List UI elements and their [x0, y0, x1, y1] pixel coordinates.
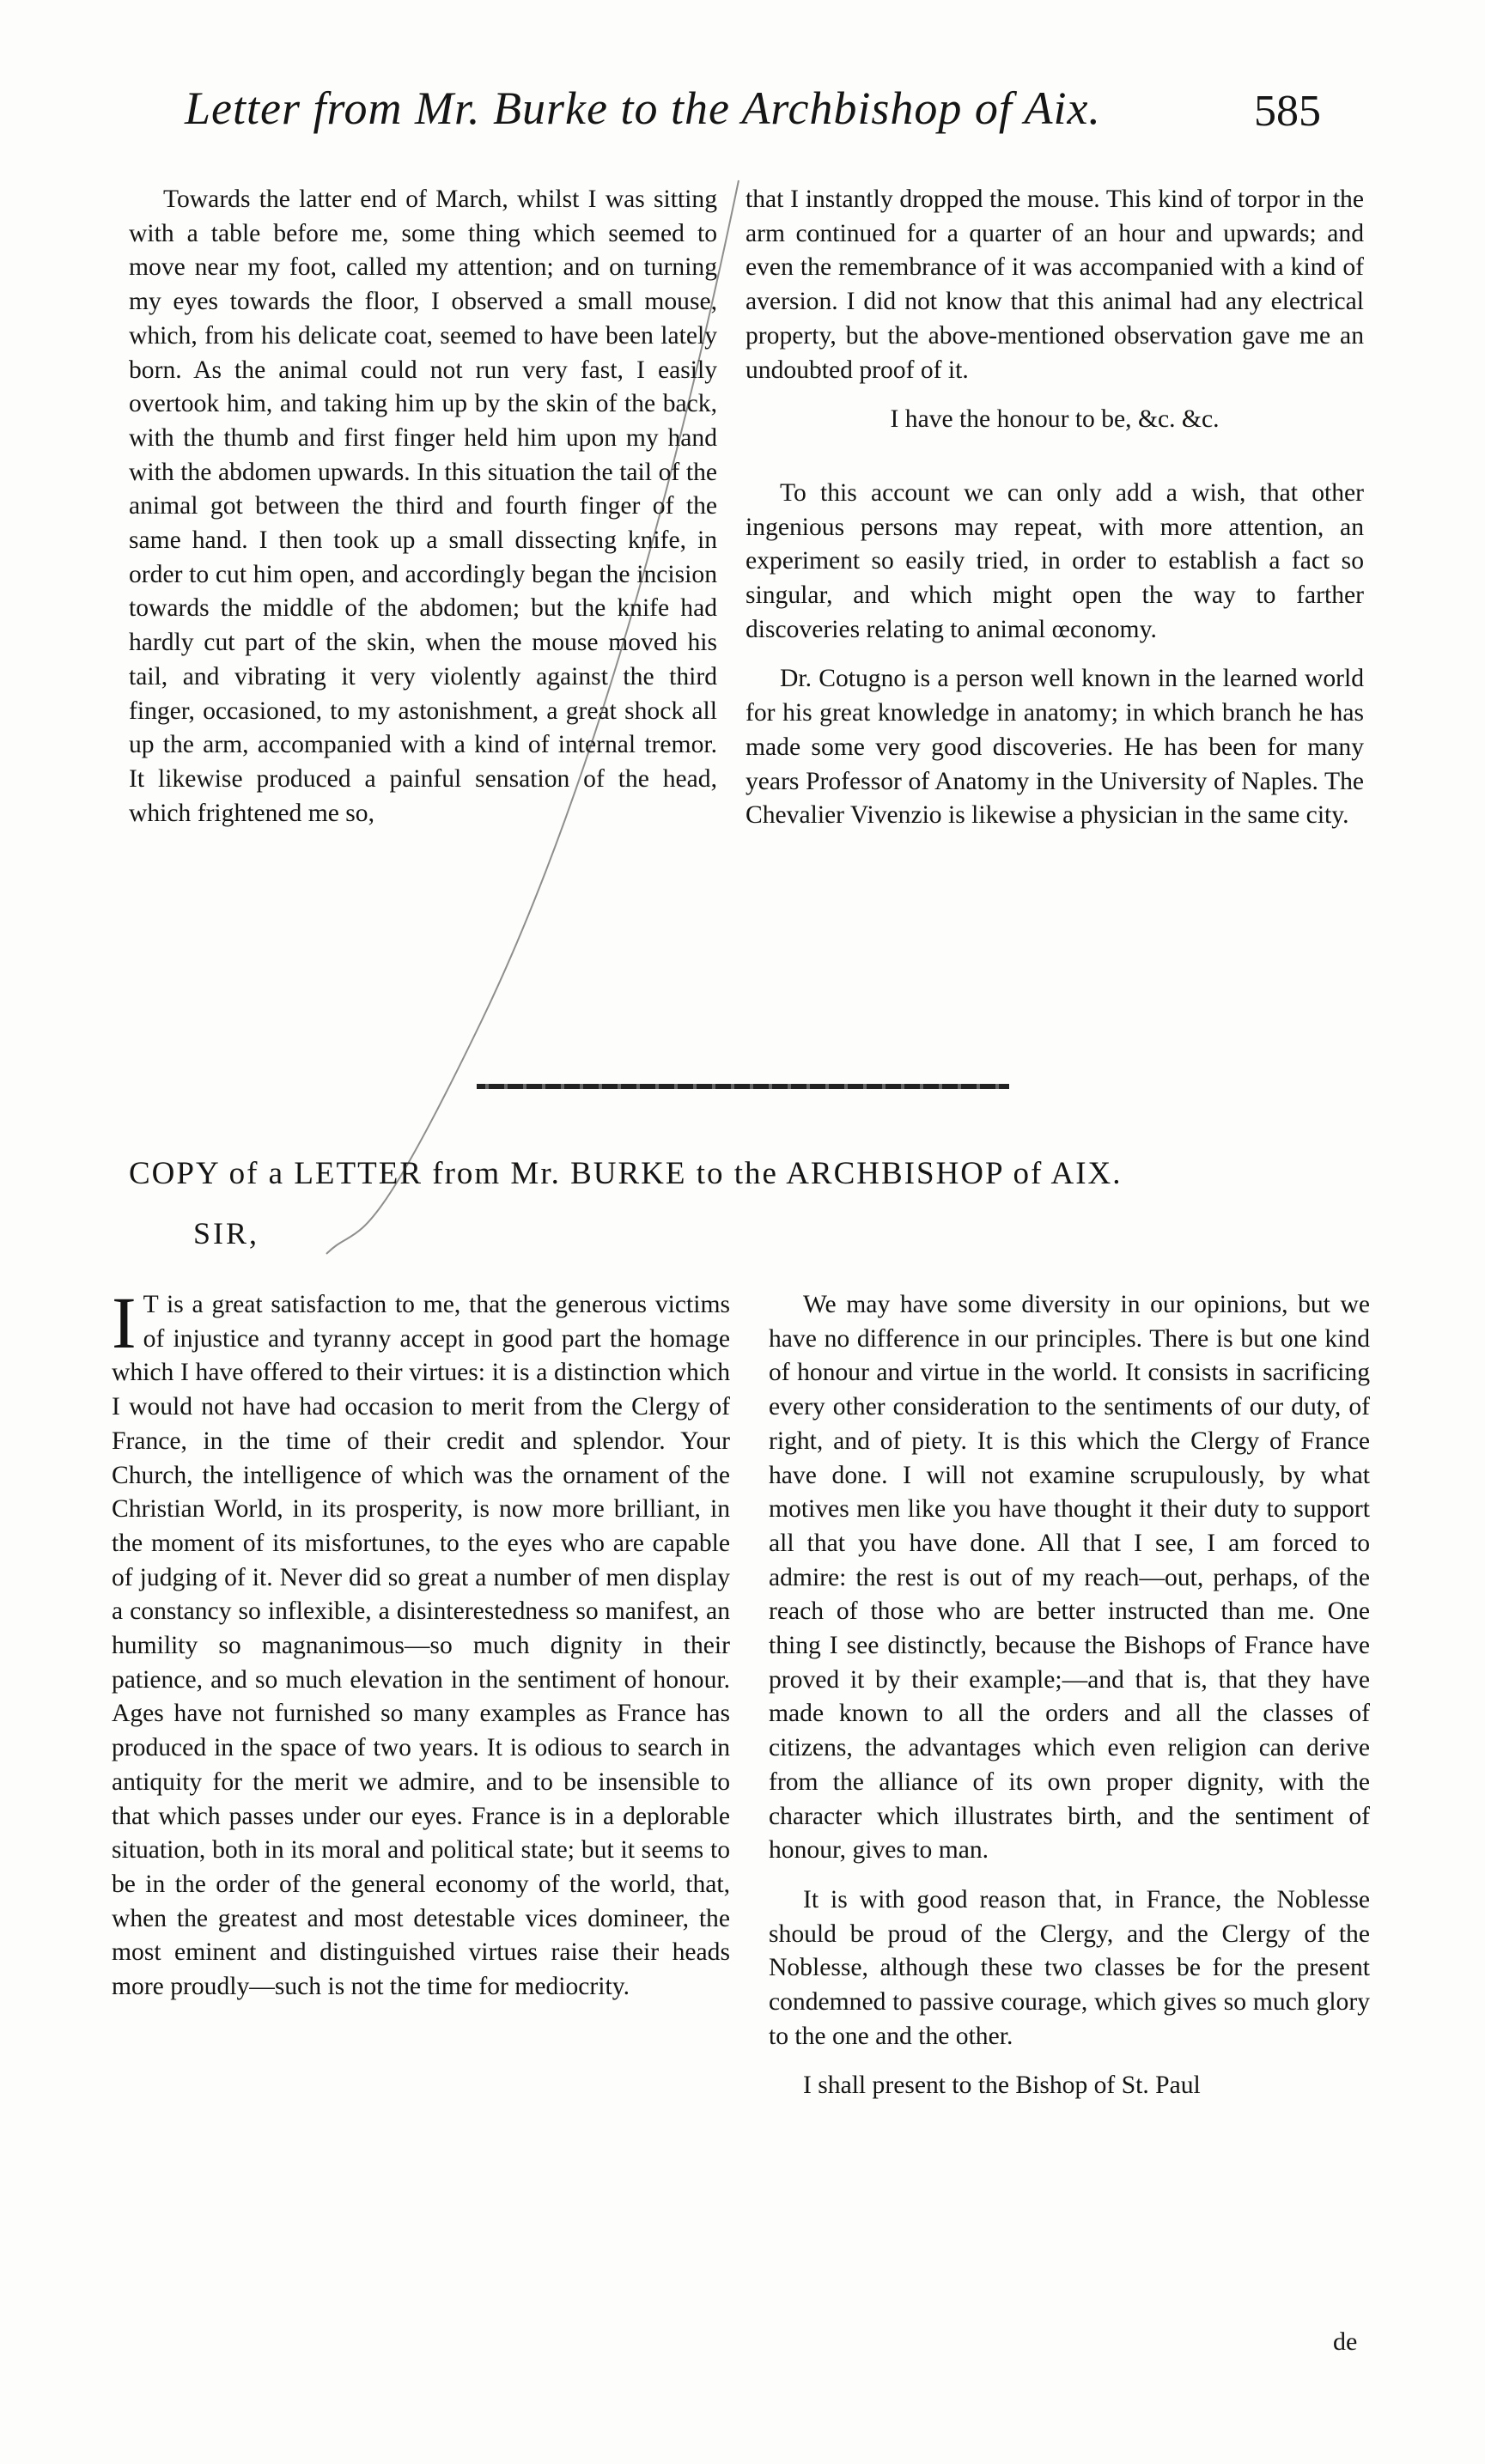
- mouse-account-continuation: that I instantly dropped the mouse. This kind of torpor in the arm continued for a quarter of an hour and upwards; and even the remembrance of it was accompanied with a kind of aversion. I did not know that this animal had any electrical property, but the above-mentioned observation gave me an undoubted proof of it.: [746, 186, 1364, 384]
- catchword: de: [1333, 2327, 1358, 2356]
- letter-signoff: I have the honour to be, &c. &c.: [890, 405, 1220, 434]
- letter-paragraph-bishop: I shall present to the Bishop of St. Paul: [803, 2072, 1201, 2100]
- drop-cap: I: [112, 1281, 137, 1364]
- letter-opening-text: T is a great satisfaction to me, that the generous victims of injustice and tyranny accept in good part the homage which I have offered to their virtues: it is a distinction which I would not have had occasion to merit from the Clergy of France, in the time of their credit and splendor. Your Church, the intelligence of which was the ornament of the Christian World, in its prosperity, is now more brilliant, in the moment of its misfortunes, to the eyes who are capable of judging of it. Never did so great a number of men display a constancy so inflexible, a disinterestedness so manifest, an humility so magnanimous—so much dignity in their patience, and so much elevation in the sentiment of honour. Ages have not furnished so many examples as France has produced in the space of two years. It is odious to search in antiquity for the merit we admire, and to be insensible to that which passes under our eyes. France is in a deplorable situation, both in its moral and political state; but it seems to be in the order of the general economy of the world, that, when the greatest and most detestable vices domineer, the most eminent and distinguished virtues raise their heads more proudly—such is not the time for mediocrity.: [112, 1291, 730, 2001]
- letter-salutation: SIR,: [193, 1216, 260, 1250]
- letter-paragraph-principles: We may have some diversity in our opinions, but we have no difference in our principles. There is but one kind of honour and virtue in the world. It consists in sacrificing every other consideration to the sentiments of our duty, of right, and of piety. It is this which the Clergy of France have done. I will not examine scrupulously, by what motives men like you have thought it their duty to support all that you have done. All that I see, I am forced to admire: the rest is out of my reach—out, perhaps, of the reach of those who are better instructed than me. One thing I see distinctly, because the Bishops of France have proved it by their example;—and that is, that they have made known to all the orders and all the classes of citizens, the advantages which even religion can derive from the alliance of its own proper dignity, with the character which illustrates birth, and the sentiment of honour, gives to man.: [769, 1291, 1370, 1865]
- letter-title: COPY of a LETTER from Mr. BURKE to the ARCHBISHOP of AIX.: [129, 1156, 1123, 1191]
- letter-paragraph-noblesse: It is with good reason that, in France, the Noblesse should be proud of the Clergy, and the Clergy of the Noblesse, although these two classes be for the present condemned to passive courage, which gives so much glory to the one and the other.: [769, 1885, 1370, 2050]
- running-title: Letter from Mr. Burke to the Archbishop of Aix.: [185, 82, 1101, 134]
- editorial-note: To this account we can only add a wish, that other ingenious persons may repeat, with more attention, an experiment so easily tried, in order to establish a fact so singular, and which might open the way to farther discoveries relating to animal œconomy.: [746, 478, 1364, 643]
- page-number: 585: [1254, 87, 1321, 136]
- biographical-note: Dr. Cotugno is a person well known in the learned world for his great knowledge in anatomy; in which branch he has made some very good discoveries. He has been for many years Professor of Anatomy in the University of Naples. The Chevalier Vivenzio is likewise a physician in the same city.: [746, 665, 1364, 830]
- mouse-account-paragraph: Towards the latter end of March, whilst I was sitting with a table before me, some thing which seemed to move near my foot, called my attention; and on turning my eyes towards the floor, I observed a small mouse, which, from his delicate coat, seemed to have been lately born. As the animal could not run very fast, I easily overtook him, and taking him up by the skin of the back, with the thumb and first finger held him upon my hand with the abdomen upwards. In this situation the tail of the animal got between the third and fourth finger of the same hand. I then took up a small dissecting knife, in order to cut him open, and accordingly began the incision towards the middle of the abdomen; but the knife had hardly cut part of the skin, when the mouse moved his tail, and vibrating it very violently against the third finger, occasioned, to my astonishment, a great shock all up the arm, accompanied with a kind of internal tremor. It likewise produced a painful sensation of the head, which frightened me so,: [129, 186, 717, 827]
